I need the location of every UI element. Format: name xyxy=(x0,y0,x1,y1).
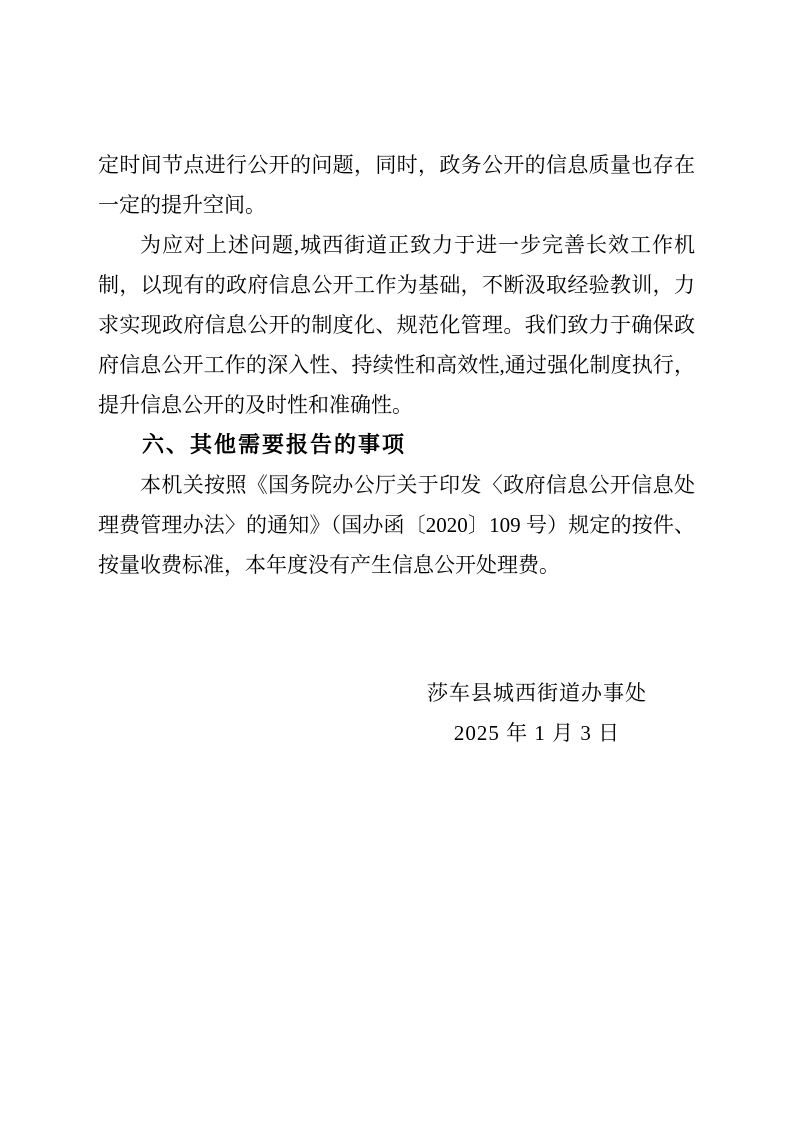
signature-inner xyxy=(427,673,647,753)
paragraph-processing-fees: 本机关按照《国务院办公厅关于印发〈政府信息公开信息处理费管理办法〉的通知》（国办函〔2020〕109 号）规定的按件、按量收费标准，本年度没有产生信息公开处理费。 xyxy=(98,473,695,577)
signature-date: 2025 年 1 月 3 日 xyxy=(453,721,621,745)
signature-block xyxy=(98,673,695,753)
section-heading-other-items: 六、其他需要报告的事项 xyxy=(142,432,407,457)
signature-organization: 莎车县城西街道办事处 xyxy=(427,681,647,705)
paragraph-continuation: 定时间节点进行公开的问题，同时，政务公开的信息质量也存在一定的提升空间。 xyxy=(98,153,695,217)
paragraph-long-term-mechanism: 为应对上述问题,城西街道正致力于进一步完善长效工作机制，以现有的政府信息公开工作为基础，不断汲取经验教训，力求实现政府信息公开的制度化、规范化管理。我们致力于确保政府信息公开工作的深入性、持续性和高效性,通过强化制度执行，提升信息公开的及时性和准确性。 xyxy=(98,233,695,417)
